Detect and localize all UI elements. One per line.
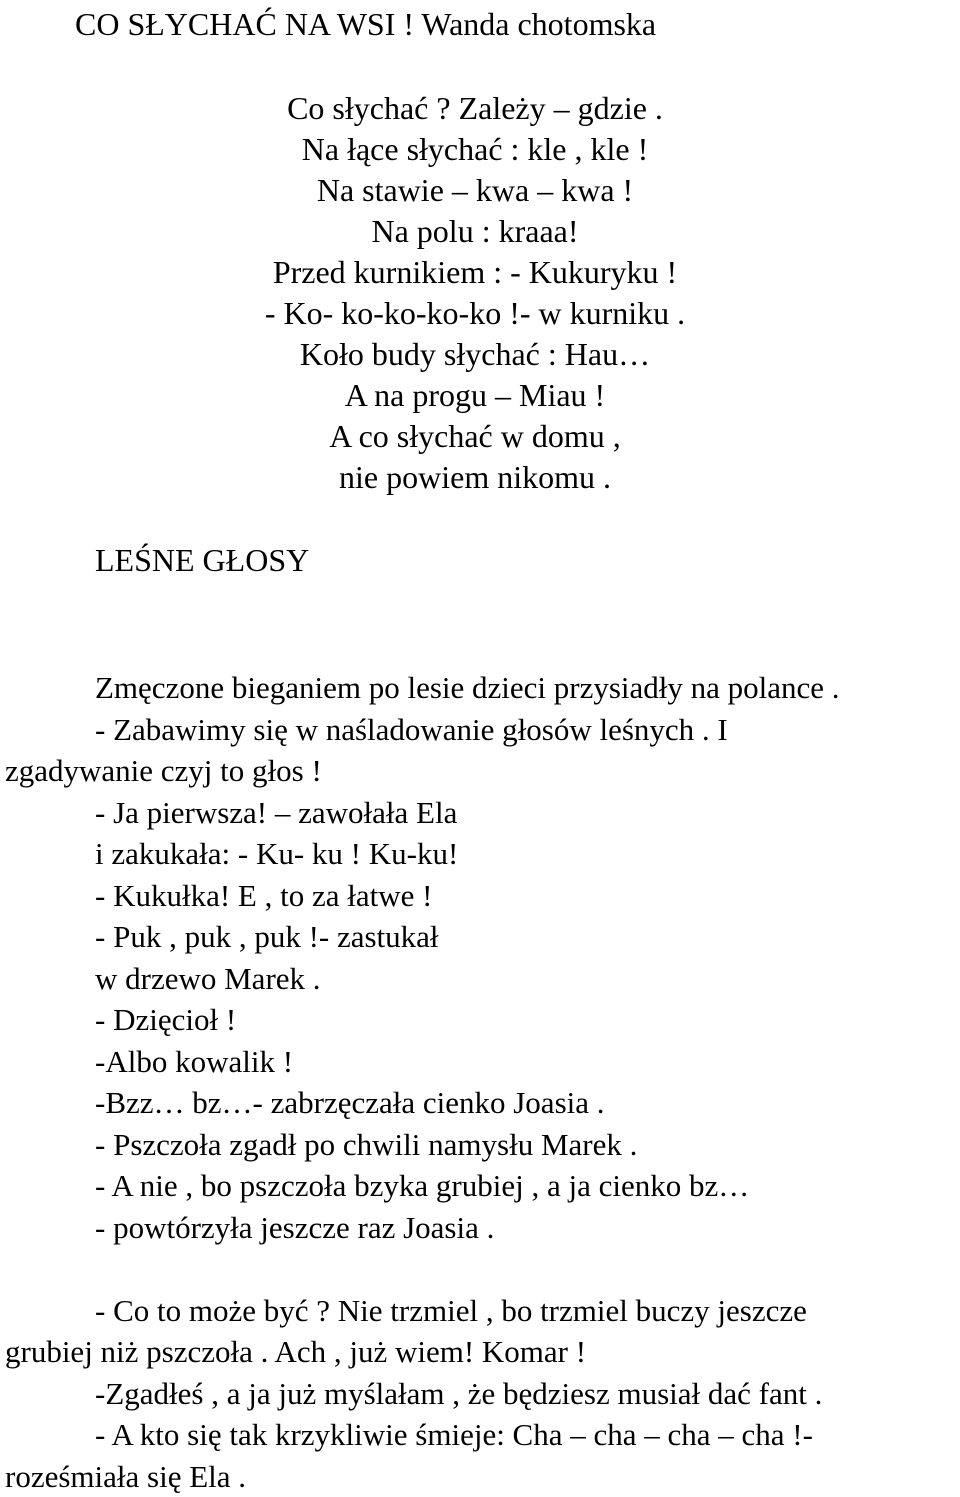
poem-line: - Ko- ko-ko-ko-ko !- w kurniku . (0, 293, 960, 334)
story-line: roześmiała się Ela . (5, 1456, 955, 1497)
poem-line: nie powiem nikomu . (0, 457, 960, 498)
story-line: -Albo kowalik ! (5, 1041, 955, 1083)
story-line: zgadywanie czyj to głos ! (5, 750, 955, 792)
story-line: Zmęczone bieganiem po lesie dzieci przysiadły na polance . (5, 667, 955, 709)
poem-line: Na polu : kraaa! (0, 211, 960, 252)
section-title: LEŚNE GŁOSY (95, 540, 309, 580)
story-line: - powtórzyła jeszcze raz Joasia . (5, 1207, 955, 1249)
story-line: -Zgadłeś , a ja już myślałam , że będziesz musiał dać fant . (5, 1373, 955, 1415)
poem-line: Co słychać ? Zależy – gdzie . (0, 88, 960, 129)
story-text (5, 667, 955, 1497)
story-line: - Dzięcioł ! (5, 999, 955, 1041)
story-line: -Bzz… bz…- zabrzęczała cienko Joasia . (5, 1082, 955, 1124)
story-line: - Zabawimy się w naśladowanie głosów leśnych . I (5, 709, 955, 751)
story-line: i zakukała: - Ku- ku ! Ku-ku! (5, 833, 955, 875)
story-line: - Pszczoła zgadł po chwili namysłu Marek . (5, 1124, 955, 1166)
document-title: CO SŁYCHAĆ NA WSI ! Wanda chotomska (75, 4, 656, 44)
story-line: - A nie , bo pszczoła bzyka grubiej , a ja cienko bz… (5, 1165, 955, 1207)
poem-line: A na progu – Miau ! (0, 375, 960, 416)
poem-line: Na stawie – kwa – kwa ! (0, 170, 960, 211)
story-line: - Kukułka! E , to za łatwe ! (5, 875, 955, 917)
story-line: - Ja pierwsza! – zawołała Ela (5, 792, 955, 834)
story-line: - A kto się tak krzykliwie śmieje: Cha – cha – cha – cha !- (5, 1414, 955, 1456)
poem-stanza (0, 88, 960, 498)
story-line: - Puk , puk , puk !- zastukał (5, 916, 955, 958)
story-line: - Co to może być ? Nie trzmiel , bo trzmiel buczy jeszcze (5, 1290, 955, 1332)
story-line: w drzewo Marek . (5, 958, 955, 1000)
poem-line: A co słychać w domu , (0, 416, 960, 457)
poem-line: Przed kurnikiem : - Kukuryku ! (0, 252, 960, 293)
poem-line: Na łące słychać : kle , kle ! (0, 129, 960, 170)
poem-line: Koło budy słychać : Hau… (0, 334, 960, 375)
story-line (5, 1248, 955, 1290)
story-line: grubiej niż pszczoła . Ach , już wiem! Komar ! (5, 1331, 955, 1373)
